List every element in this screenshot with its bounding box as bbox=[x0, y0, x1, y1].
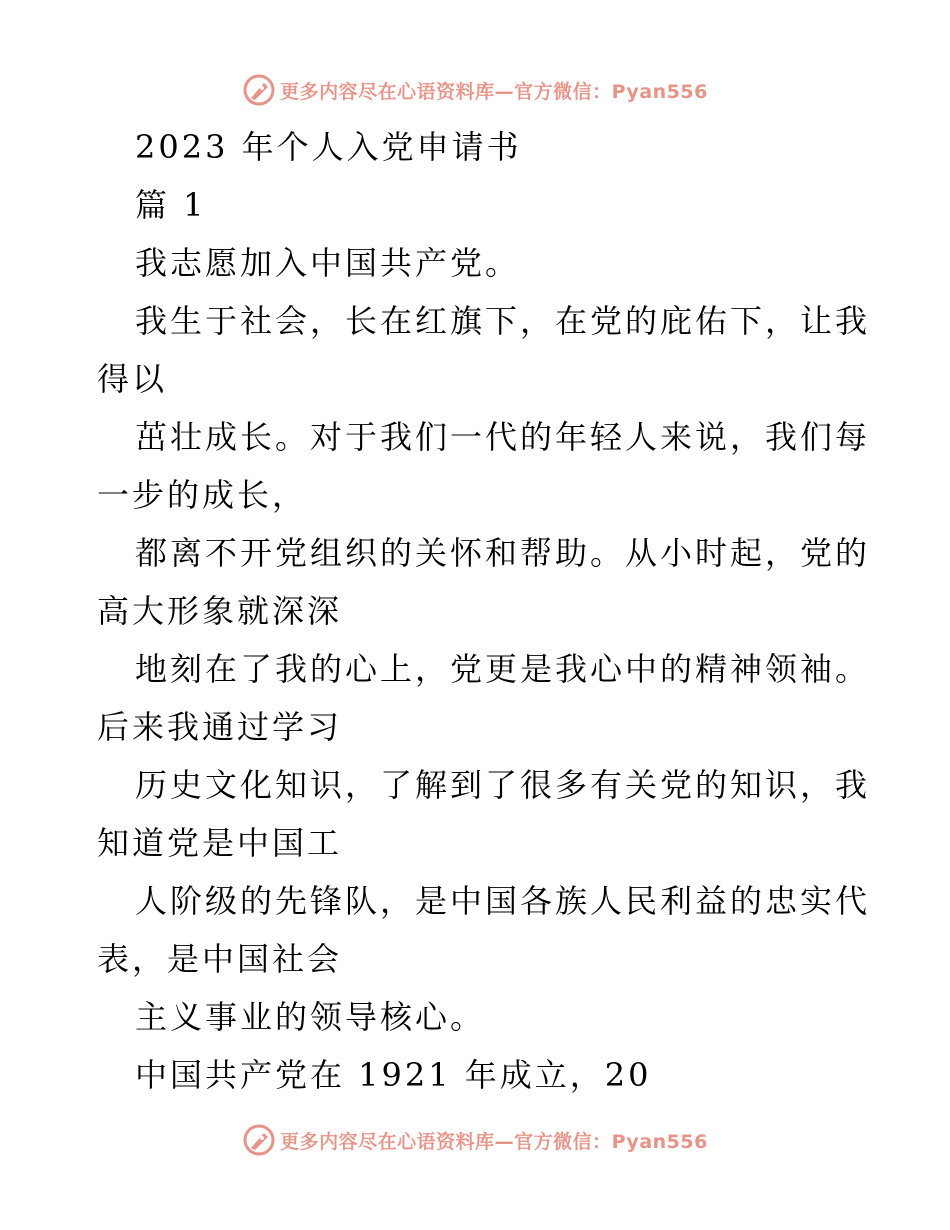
paragraph-line: 中国共产党在 1921 年成立，20 bbox=[135, 1056, 652, 1094]
pen-nib-logo-icon bbox=[242, 73, 276, 107]
header-watermark-text: 更多内容尽在心语资料库—官方微信：Pyan556 bbox=[280, 80, 708, 103]
document-body bbox=[97, 118, 871, 1104]
footer-watermark-text: 更多内容尽在心语资料库—官方微信：Pyan556 bbox=[280, 1130, 708, 1153]
paragraph-line: 知道党是中国工 bbox=[97, 824, 343, 862]
paragraph-line: 历史文化知识，了解到了很多有关党的知识，我 bbox=[135, 766, 871, 804]
paragraph-line: 主义事业的领导核心。 bbox=[135, 998, 486, 1036]
paragraph-line: 地刻在了我的心上，党更是我心中的精神领袖。 bbox=[135, 650, 871, 688]
header-watermark-content bbox=[242, 73, 708, 107]
pen-nib-logo-icon bbox=[242, 1123, 276, 1157]
paragraph-line: 我志愿加入中国共产党。 bbox=[135, 244, 521, 282]
paragraph-line: 表，是中国社会 bbox=[97, 940, 343, 978]
paragraph-line: 茁壮成长。对于我们一代的年轻人来说，我们每 bbox=[135, 418, 871, 456]
paragraph-line: 高大形象就深深 bbox=[97, 592, 343, 630]
paragraph-line: 我生于社会，长在红旗下，在党的庇佑下，让我 bbox=[135, 302, 871, 340]
paragraph-line: 后来我通过学习 bbox=[97, 708, 343, 746]
paragraph-line: 得以 bbox=[97, 360, 168, 398]
document-title: 2023 年个人入党申请书 bbox=[135, 128, 522, 166]
paragraph-line: 一步的成长， bbox=[97, 476, 308, 514]
paragraph-line: 人阶级的先锋队，是中国各族人民利益的忠实代 bbox=[135, 882, 871, 920]
header-watermark bbox=[0, 70, 950, 110]
paragraph-line: 都离不开党组织的关怀和帮助。从小时起，党的 bbox=[135, 534, 871, 572]
section-heading: 篇 1 bbox=[135, 186, 207, 224]
footer-watermark bbox=[0, 1120, 950, 1160]
footer-watermark-content bbox=[242, 1123, 708, 1157]
